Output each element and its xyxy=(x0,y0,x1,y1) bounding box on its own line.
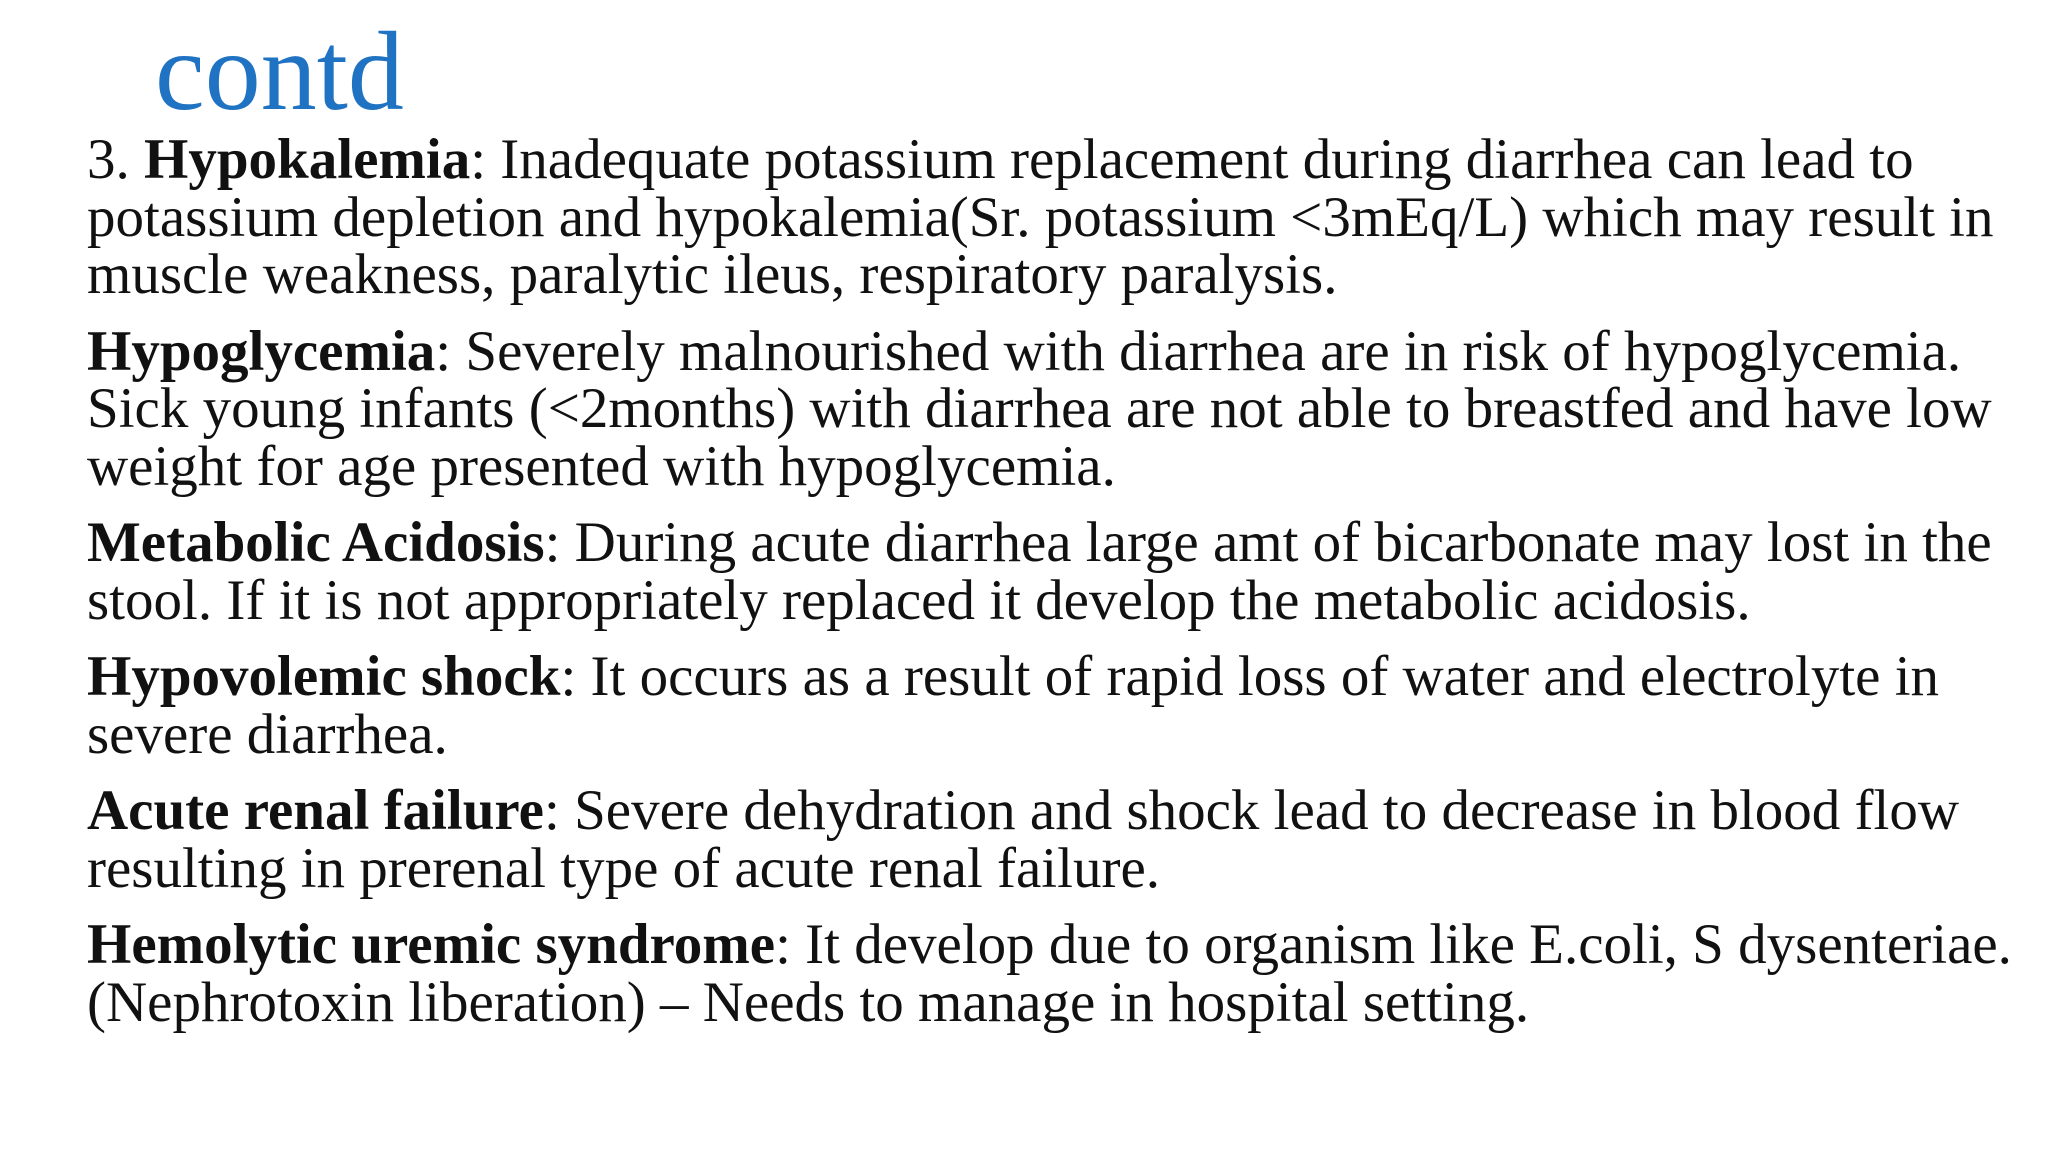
paragraph-number: 3. xyxy=(87,128,144,191)
description-acute-renal-failure: : Severe dehydration and shock lead to decrease in blood flow resulting in prerenal type of acute renal failure. xyxy=(87,779,1960,900)
description-hemolytic-uremic-syndrome: : It develop due to organism like E.coli, S dysenteriae. (Nephrotoxin liberation) – Needs to manage in hospital setting. xyxy=(87,913,2012,1034)
slide-title: contd xyxy=(155,10,404,134)
term-hypoglycemia: Hypoglycemia xyxy=(87,319,436,383)
term-hypokalemia: Hypokalemia xyxy=(144,128,471,191)
paragraph-hypoglycemia xyxy=(87,319,2027,498)
description-metabolic-acidosis: : During acute diarrhea large amt of bicarbonate may lost in the stool. If it is not appropriately replaced it develop the metabolic acidosis. xyxy=(87,511,1992,632)
paragraph-metabolic-acidosis xyxy=(87,511,2027,632)
description-hypokalemia: : Inadequate potassium replacement during diarrhea can lead to potassium depletion and hypokalemia(Sr. potassium <3mEq/L) which may result in muscle weakness, paralytic ileus, respiratory paralysis. xyxy=(87,128,1994,306)
paragraph-hypovolemic-shock xyxy=(87,645,2027,766)
description-hypovolemic-shock: : It occurs as a result of rapid loss of water and electrolyte in severe diarrhea. xyxy=(87,645,1940,766)
description-hypoglycemia: : Severely malnourished with diarrhea are in risk of hypoglycemia. Sick young infants (<2months) with diarrhea are not able to breastfed and have low weight for age presented with hypoglycemia. xyxy=(87,319,1992,498)
paragraph-acute-renal-failure xyxy=(87,779,2027,900)
term-metabolic-acidosis: Metabolic Acidosis xyxy=(87,511,545,574)
paragraph-hypokalemia xyxy=(87,128,2027,306)
term-hypovolemic-shock: Hypovolemic shock xyxy=(87,645,561,708)
slide-body xyxy=(87,128,2027,1050)
term-acute-renal-failure: Acute renal failure xyxy=(87,779,544,842)
paragraph-hemolytic-uremic-syndrome xyxy=(87,913,2027,1034)
term-hemolytic-uremic-syndrome: Hemolytic uremic syndrome xyxy=(87,913,776,976)
